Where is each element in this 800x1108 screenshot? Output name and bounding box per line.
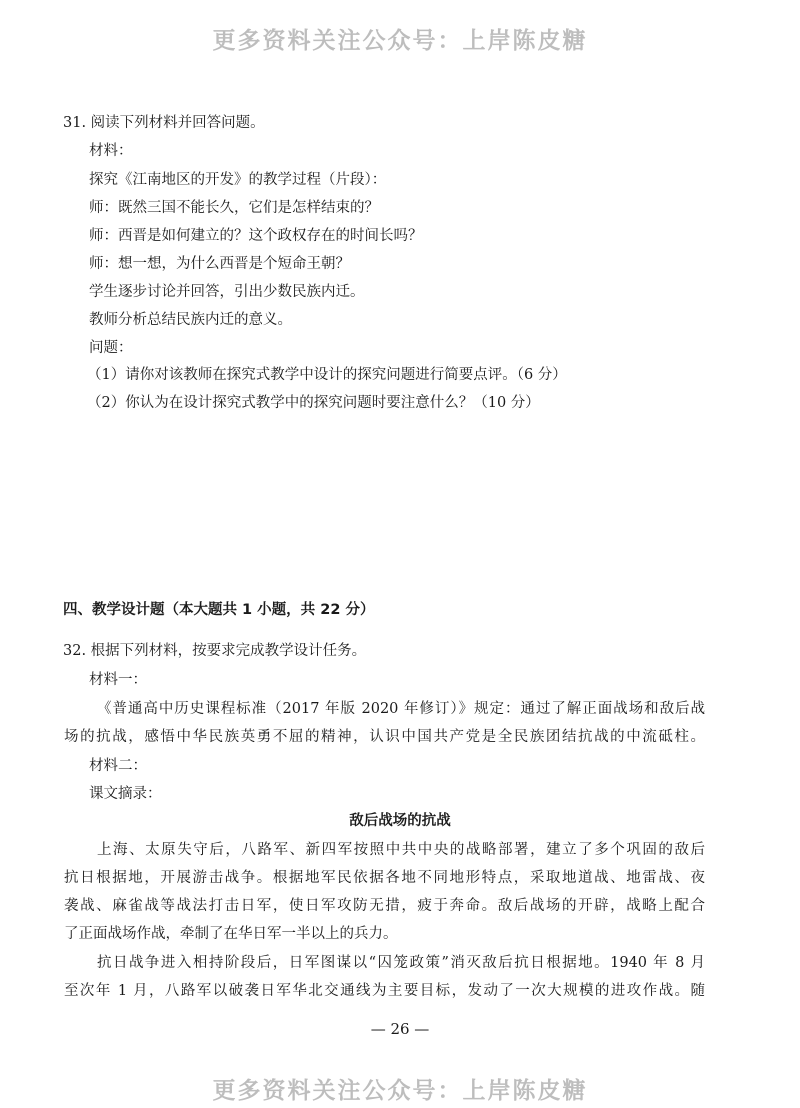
q31-material-line: 师：想一想，为什么西晋是个短命王朝？ [89,256,350,272]
page-number: — 26 — [370,1020,430,1038]
q32-material1-label: 材料一： [89,672,147,688]
q32-stem: 32. 根据下列材料，按要求完成教学设计任务。 [63,643,367,659]
q31-material-line: 师：既然三国不能长久，它们是怎样结束的？ [89,200,379,216]
q31-material-line: 教师分析总结民族内迁的意义。 [89,312,292,328]
q31-material-line: 探究《江南地区的开发》的教学过程（片段）： [89,172,387,188]
q32-material2-label: 材料二： [89,758,147,774]
article-paragraph-line: 了正面战场作战，牵制了在华日军一半以上的兵力。 [64,926,398,942]
q31-subquestion-2: （2）你认为在设计探究式教学中的探究问题时要注意什么？（10 分） [87,395,540,411]
watermark-bottom: 更多资料关注公众号：上岸陈皮糖 [212,1078,588,1104]
q31-question-label: 问题： [89,340,133,356]
q32-material1-line: 《普通高中历史课程标准（2017 年版 2020 年修订）》规定：通过了解正面战场和敌后战 [97,701,705,717]
article-title: 敌后战场的抗战 [349,813,451,829]
q31-stem: 31. 阅读下列材料并回答问题。 [63,115,265,131]
q32-excerpt-label: 课文摘录： [89,786,162,802]
article-paragraph-line: 抗日根据地，开展游击战争。根据地军民依据各地不同地形特点，采取地道战、地雷战、夜 [64,870,705,886]
article-paragraph-line: 抗日战争进入相持阶段后，日军图谋以“囚笼政策”消灭敌后抗日根据地。1940 年 8 月 [97,955,705,971]
watermark-top: 更多资料关注公众号：上岸陈皮糖 [212,28,588,54]
article-paragraph-line: 袭战、麻雀战等战法打击日军，使日军攻防无措，疲于奔命。敌后战场的开辟，战略上配合 [64,898,705,914]
article-paragraph-line: 上海、太原失守后，八路军、新四军按照中共中央的战略部署，建立了多个巩固的敌后 [97,842,705,858]
q31-subquestion-1: （1）请你对该教师在探究式教学中设计的探究问题进行简要点评。（6 分） [87,367,567,383]
article-paragraph-line: 至次年 1 月，八路军以破袭日军华北交通线为主要目标，发动了一次大规模的进攻作战。随 [64,983,705,999]
q31-material-label: 材料： [89,143,133,159]
section-4-heading: 四、教学设计题（本大题共 1 小题，共 22 分） [63,602,375,618]
q31-material-line: 师：西晋是如何建立的？这个政权存在的时间长吗？ [89,228,423,244]
q31-material-line: 学生逐步讨论并回答，引出少数民族内迁。 [89,284,365,300]
q32-material1-line: 场的抗战，感悟中华民族英勇不屈的精神，认识中国共产党是全民族团结抗战的中流砥柱。 [64,729,705,745]
